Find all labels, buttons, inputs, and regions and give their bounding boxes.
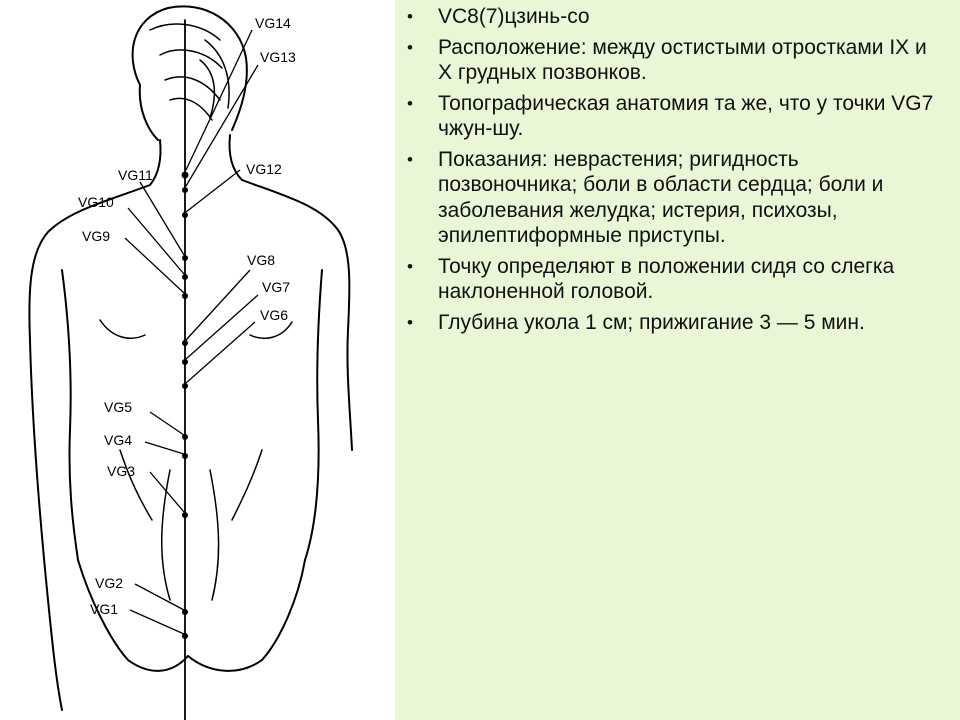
- bullet-text: Точку определяют в положении сидя со слегка наклоненной головой.: [438, 254, 895, 303]
- point-vg3: [182, 512, 188, 518]
- label-vg11: VG11: [118, 167, 153, 183]
- label-vg4: VG4: [104, 432, 133, 448]
- label-vg9: VG9: [82, 228, 111, 244]
- point-vg14: [182, 172, 189, 179]
- point-vg9: [182, 293, 188, 299]
- bullet-text: VC8(7)цзинь-со: [438, 5, 590, 28]
- label-vg1: VG1: [90, 601, 119, 617]
- bullet-text: Расположение: между остистыми отростками IX и X грудных позвонков.: [438, 35, 927, 84]
- point-vg12: [182, 212, 188, 218]
- bullet-depth: [407, 310, 937, 336]
- label-vg12: VG12: [246, 161, 282, 177]
- bullet-list: [407, 4, 937, 340]
- bullet-icon: •: [407, 37, 413, 57]
- point-labels: [78, 15, 296, 617]
- label-vg14: VG14: [255, 15, 291, 31]
- bullet-point-name: [407, 4, 937, 30]
- bullet-text: Топографическая анатомия та же, что у точки VG7 чжун-шу.: [438, 91, 934, 140]
- point-vg10: [182, 274, 188, 280]
- label-vg8: VG8: [247, 252, 276, 268]
- text-panel: [395, 0, 960, 720]
- bullet-icon: •: [407, 312, 413, 332]
- point-vg8: [182, 340, 188, 346]
- bullet-location: [407, 35, 937, 86]
- label-vg2: VG2: [95, 575, 124, 591]
- acupuncture-back-figure: [0, 0, 395, 720]
- bullet-text: Глубина укола 1 см; прижигание 3 — 5 мин.: [438, 310, 865, 334]
- label-vg13: VG13: [260, 49, 296, 65]
- point-vg13: [182, 187, 188, 193]
- bullet-icon: •: [407, 256, 413, 276]
- label-vg5: VG5: [104, 399, 133, 415]
- point-vg11: [182, 255, 188, 261]
- bullet-icon: •: [407, 93, 413, 113]
- label-vg3: VG3: [107, 463, 136, 479]
- bullet-icon: •: [407, 7, 413, 26]
- bullet-anatomy: [407, 91, 937, 142]
- body-outline: [29, 6, 352, 720]
- bullet-indications: [407, 147, 937, 249]
- label-vg6: VG6: [260, 307, 289, 323]
- label-vg10: VG10: [78, 194, 114, 210]
- label-vg7: VG7: [262, 279, 291, 295]
- point-vg6: [182, 383, 188, 389]
- back-illustration: [0, 0, 395, 720]
- bullet-icon: •: [407, 149, 413, 169]
- bullet-position: [407, 254, 937, 305]
- point-vg7: [182, 359, 188, 365]
- bullet-text: Показания: неврастения; ригидность позвоночника; боли в области сердца; боли и заболевания желудка; истерия, психозы, эпилептиформные приступы.: [438, 147, 884, 247]
